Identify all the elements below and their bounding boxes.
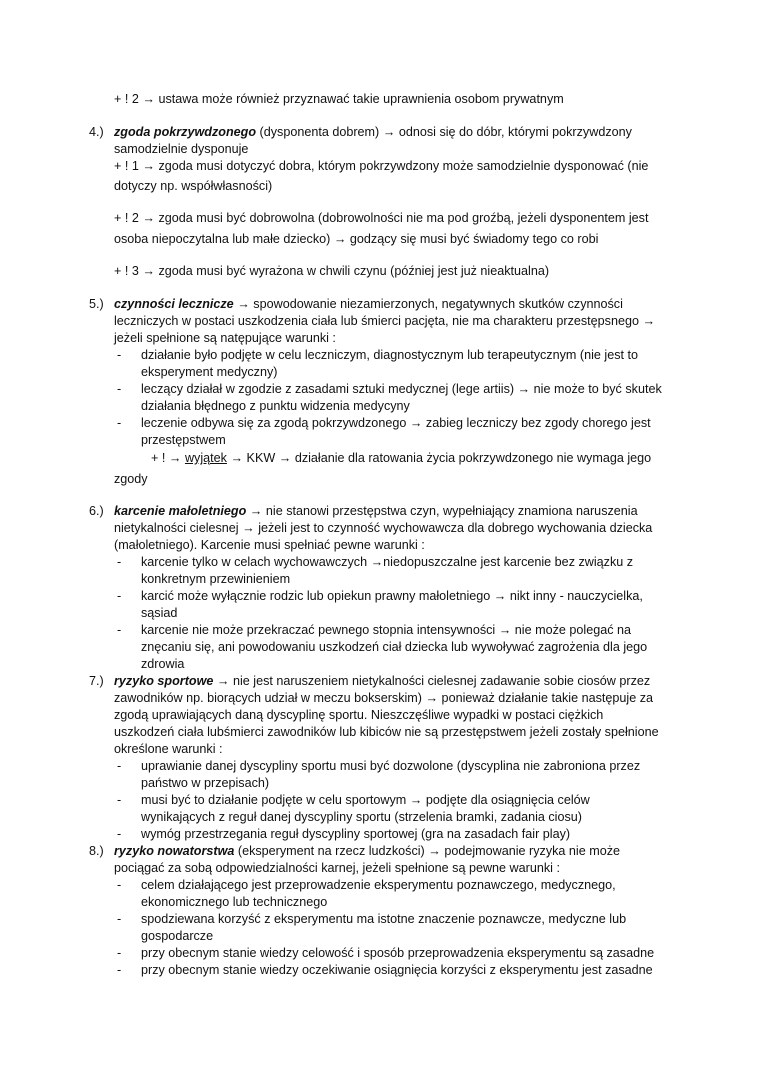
text-line: samodzielnie dysponuje — [114, 142, 249, 156]
bullet-dash: - — [117, 759, 122, 773]
exception-text: → KKW → działanie dla ratowania życia pokrzywdzonego nie wymaga jego — [226, 451, 652, 465]
section-term: ryzyko sportowe — [114, 674, 214, 688]
section-number: 4.) — [89, 125, 104, 139]
bullet-line: musi być to działanie podjęte w celu sportowym → podjęte dla osiągnięcia celów — [141, 793, 590, 807]
section-text: → spowodowanie niezamierzonych, negatywnych skutków czynności — [233, 297, 623, 311]
bullet-dash: - — [117, 963, 122, 977]
text-line: pociągać za sobą odpowiedzialności karnej, jeżeli spełnione są pewne warunki : — [114, 861, 560, 875]
bullet-line: karcić może wyłącznie rodzic lub opiekun prawny małoletniego → nikt inny - nauczycielka, — [141, 589, 643, 603]
bullet-line: konkretnym przewinieniem — [141, 572, 291, 586]
bullet-line: gospodarcze — [141, 929, 214, 943]
text-line: zawodników np. biorących udział w meczu bokserskim) → ponieważ działanie takie następuje za — [114, 691, 653, 705]
bullet-line: karcenie nie może przekraczać pewnego stopnia intensywności → nie może polegać na — [141, 623, 632, 637]
section-term: ryzyko nowatorstwa — [114, 844, 235, 858]
bullet-line: leczenie odbywa się za zgodą pokrzywdzonego → zabieg leczniczy bez zgody chorego jest — [141, 416, 651, 430]
section-term: zgoda pokrzywdzonego — [114, 125, 257, 139]
bullet-line: przestępstwem — [141, 433, 226, 447]
bullet-dash: - — [117, 416, 122, 430]
section-text: → nie jest naruszeniem nietykalności cielesnej zadawanie sobie ciosów przez — [213, 674, 651, 688]
bullet-dash: - — [117, 793, 122, 807]
top-note: + ! 2 → ustawa może również przyznawać takie uprawnienia osobom prywatnym — [114, 92, 564, 106]
section-lead — [114, 124, 632, 141]
section-number: 8.) — [89, 844, 104, 858]
bullet-line: działanie było podjęte w celu leczniczym, diagnostycznym lub terapeutycznym (nie jest to — [141, 348, 638, 362]
bullet-line: ekonomicznego lub technicznego — [141, 895, 328, 909]
bullet-line: zdrowia — [141, 657, 185, 671]
bullet-line: przy obecnym stanie wiedzy oczekiwanie osiągnięcia korzyści z eksperymentu jest zasadne — [141, 963, 653, 977]
section-text: → nie stanowi przestępstwa czyn, wypełniający znamiona naruszenia — [246, 504, 638, 518]
bullet-dash: - — [117, 555, 122, 569]
note-1-line: + ! 1 → zgoda musi dotyczyć dobra, którym pokrzywdzony może samodzielnie dysponować (nie — [114, 159, 649, 173]
section-term: czynności lecznicze — [114, 297, 234, 311]
exception-line — [151, 450, 651, 467]
section-number: 7.) — [89, 674, 104, 688]
bullet-dash: - — [117, 623, 122, 637]
text-line: nietykalności cielesnej → jeżeli jest to czynność wychowawcza dla dobrego wychowania dziecka — [114, 521, 653, 535]
exception-line: zgody — [114, 472, 148, 486]
note-3-line: + ! 3 → zgoda musi być wyrażona w chwili czynu (później jest już nieaktualna) — [114, 264, 550, 278]
bullet-dash: - — [117, 827, 122, 841]
text-line: określone warunki : — [114, 742, 223, 756]
bullet-line: leczący działał w zgodzie z zasadami sztuki medycznej (lege artiis) → nie może to być skutek — [141, 382, 662, 396]
bullet-line: znęcaniu się, ani powodowaniu uszkodzeń ciał dziecka lub wywoływać zagrożenia dla jego — [141, 640, 648, 654]
section-term: karcenie małoletniego — [114, 504, 247, 518]
bullet-dash: - — [117, 589, 122, 603]
note-2-line: + ! 2 → zgoda musi być dobrowolna (dobrowolności nie ma pod groźbą, jeżeli dysponentem jest — [114, 211, 649, 225]
bullet-line: uprawianie danej dyscypliny sportu musi być dozwolone (dyscyplina nie zabroniona przez — [141, 759, 641, 773]
bullet-line: karcenie tylko w celach wychowawczych →niedopuszczalne jest karcenie bez związku z — [141, 555, 634, 569]
note-1-line: dotyczy np. współwłasności) — [114, 179, 273, 193]
section-text: (dysponenta dobrem) → odnosi się do dóbr, którymi pokrzywdzony — [256, 125, 632, 139]
bullet-dash: - — [117, 878, 122, 892]
section-lead — [114, 503, 638, 520]
exception-prefix: + ! → — [151, 451, 185, 465]
text-line: jeżeli spełnione są natępujące warunki : — [114, 331, 336, 345]
note-2-line: osoba niepoczytalna lub małe dziecko) → godzący się musi być świadomy tego co robi — [114, 232, 599, 246]
text-line: (małoletniego). Karcenie musi spełniać pewne warunki : — [114, 538, 425, 552]
section-number: 5.) — [89, 297, 104, 311]
section-lead — [114, 673, 650, 690]
bullet-line: wymóg przestrzegania reguł dyscypliny sportowej (gra na zasadach fair play) — [141, 827, 571, 841]
text-line: zgodą uprawiających daną dyscyplinę sportu. Nieszczęśliwe wypadki w postaci ciężkich — [114, 708, 604, 722]
section-lead — [114, 843, 620, 860]
bullet-line: sąsiad — [141, 606, 178, 620]
bullet-dash: - — [117, 946, 122, 960]
bullet-dash: - — [117, 382, 122, 396]
text-line: leczniczych w postaci uszkodzenia ciała lub śmierci pacjęta, nie ma charakteru przestępsnego → — [114, 314, 656, 328]
bullet-line: spodziewana korzyść z eksperymentu ma istotne znaczenie poznawcze, medyczne lub — [141, 912, 627, 926]
section-lead — [114, 296, 623, 313]
text-line: uszkodzeń ciała lubśmierci zawodników lub kibiców nie są przestępstwem jeżeli zostały spełnione — [114, 725, 659, 739]
exception-word: wyjątek — [184, 451, 227, 465]
bullet-line: eksperyment medyczny) — [141, 365, 278, 379]
section-number: 6.) — [89, 504, 104, 518]
section-text: (eksperyment na rzecz ludzkości) → podejmowanie ryzyka nie może — [234, 844, 621, 858]
bullet-line: działania błędnego z punktu widzenia medycyny — [141, 399, 410, 413]
bullet-line: przy obecnym stanie wiedzy celowość i sposób przeprowadzenia eksperymentu są zasadne — [141, 946, 655, 960]
bullet-line: państwo w przepisach) — [141, 776, 270, 790]
bullet-dash: - — [117, 912, 122, 926]
bullet-dash: - — [117, 348, 122, 362]
bullet-line: celem działającego jest przeprowadzenie eksperymentu poznawczego, medycznego, — [141, 878, 616, 892]
bullet-line: wynikających z reguł danej dyscypliny sportu (strzelenia bramki, zadania ciosu) — [141, 810, 582, 824]
